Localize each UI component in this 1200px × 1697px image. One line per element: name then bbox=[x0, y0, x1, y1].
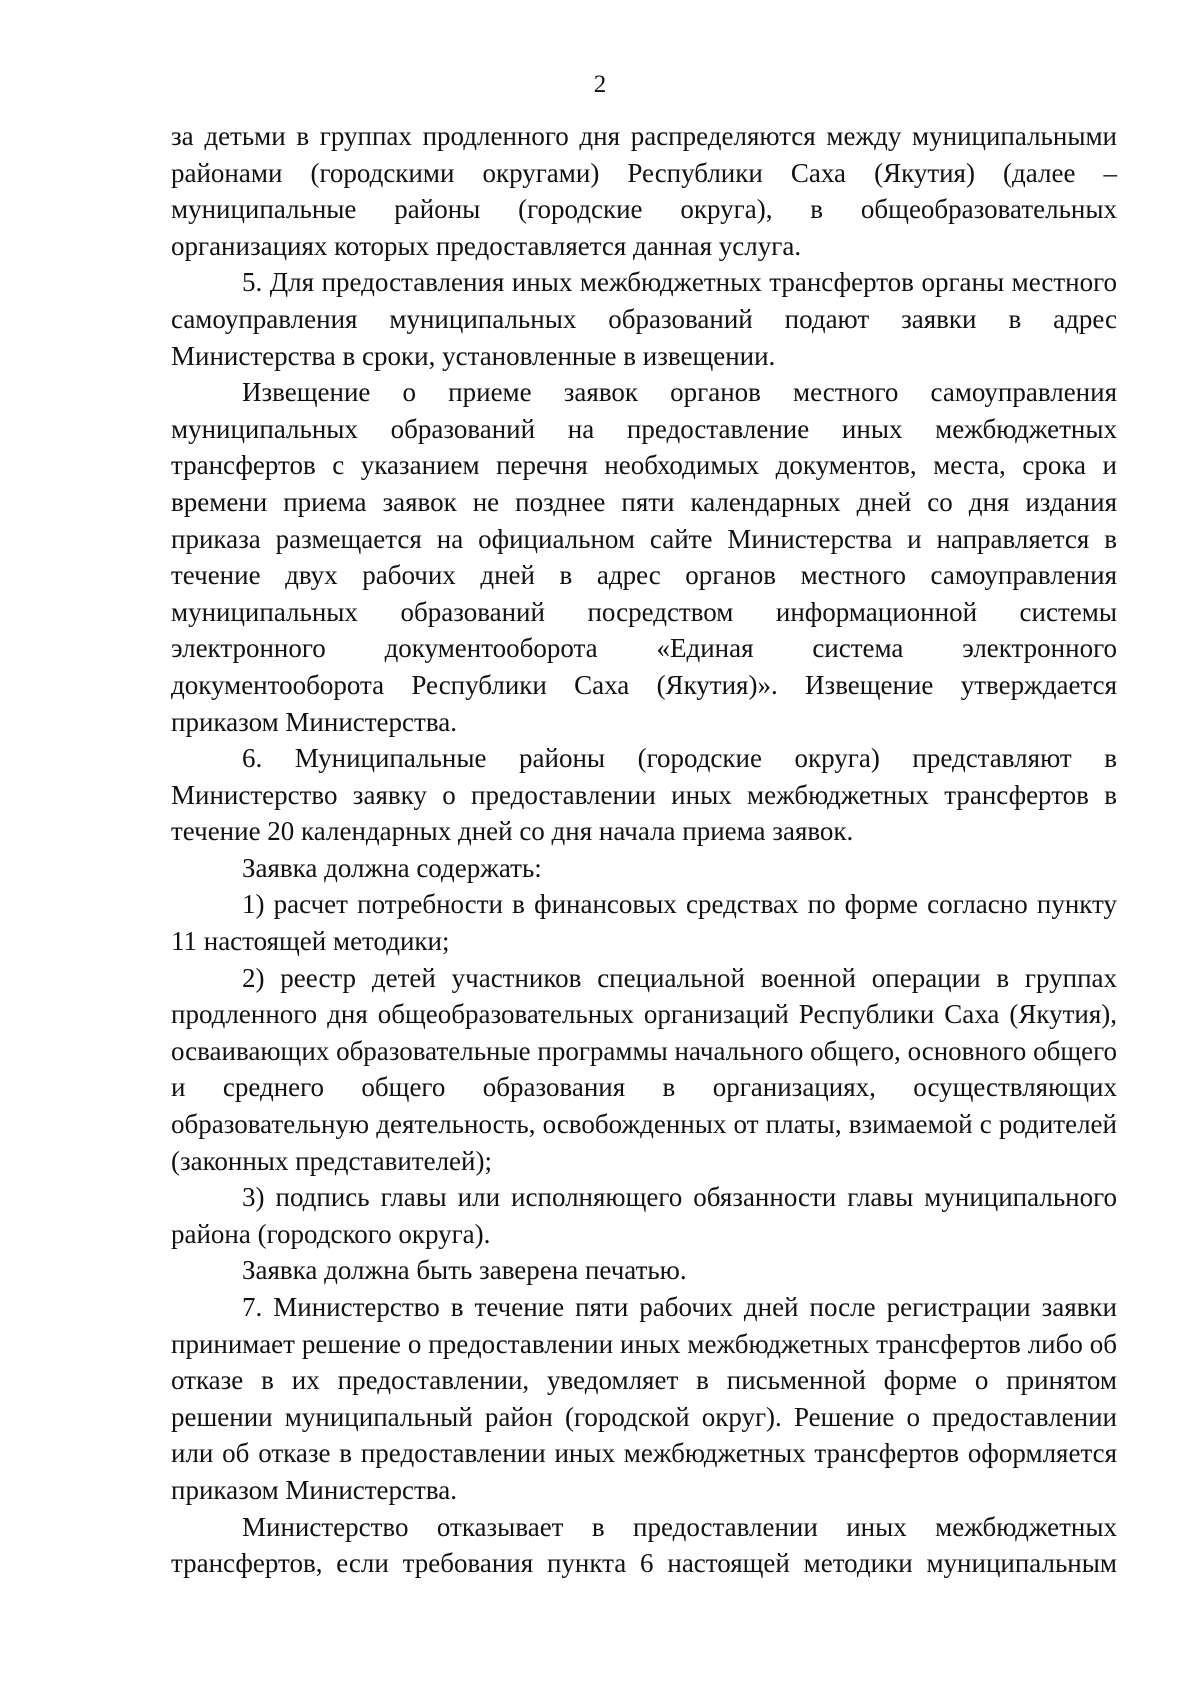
paragraph-item-5: 5. Для предоставления иных межбюджетных трансфертов органы местного самоуправления муниципальных образований подают заявки в адрес Министерства в сроки, установленные в извещении. bbox=[171, 267, 1117, 371]
paragraph-notice: Извещение о приеме заявок органов местного самоуправления муниципальных образований на предоставление иных межбюджетных трансфертов с указанием перечня необходимых документов, места, срока и времени приема заявок не позднее пяти календарных дней со дня издания приказа размещается на официальном сайте Министерства и направляется в течение двух рабочих дней в адрес органов местного самоуправления муниципальных образований посредством информационной системы электронного документооборота «Единая система электронного документооборота Республики Саха (Якутия)». Извещение утверждается приказом Министерства. bbox=[171, 377, 1117, 737]
paragraph-subitem-2: 2) реестр детей участников специальной военной операции в группах продленного дня общеобразовательных организаций Республики Саха (Якутия), осваивающих образовательные программы начального общего, основного общего и среднего общего образования в организациях, осуществляющих образовательную деятельность, освобожденных от платы, взимаемой с родителей (законных представителей); bbox=[171, 962, 1117, 1176]
document-body bbox=[171, 118, 1117, 1582]
paragraph-item-7: 7. Министерство в течение пяти рабочих дней после регистрации заявки принимает решение о предоставлении иных межбюджетных трансфертов либо об отказе в их предоставлении, уведомляет в письменной форме о принятом решении муниципальный район (городской округ). Решение о предоставлении или об отказе в предоставлении иных межбюджетных трансфертов оформляется приказом Министерства. bbox=[171, 1292, 1117, 1505]
paragraph-subitem-1: 1) расчет потребности в финансовых средствах по форме согласно пункту 11 настоящей методики; bbox=[171, 889, 1117, 957]
paragraph-subitem-3: 3) подпись главы или исполняющего обязанности главы муниципального района (городского округа). bbox=[171, 1182, 1117, 1249]
paragraph-continuation: за детьми в группах продленного дня распределяются между муниципальными районами (городскими округами) Республики Саха (Якутия) (далее – муниципальные районы (городские округа), в общеобразовательных организациях которых предоставляется данная услуга. bbox=[171, 121, 1117, 261]
paragraph-seal: Заявка должна быть заверена печатью. bbox=[242, 1255, 687, 1286]
paragraph-refusal: Министерство отказывает в предоставлении иных межбюджетных трансфертов, если требования пункта 6 настоящей методики муниципальным bbox=[171, 1511, 1117, 1579]
paragraph-application-contents: Заявка должна содержать: bbox=[242, 852, 542, 883]
page-number: 2 bbox=[593, 71, 607, 98]
paragraph-item-6: 6. Муниципальные районы (городские округа) представляют в Министерство заявку о предоставлении иных межбюджетных трансфертов в течение 20 календарных дней со дня начала приема заявок. bbox=[171, 743, 1117, 847]
